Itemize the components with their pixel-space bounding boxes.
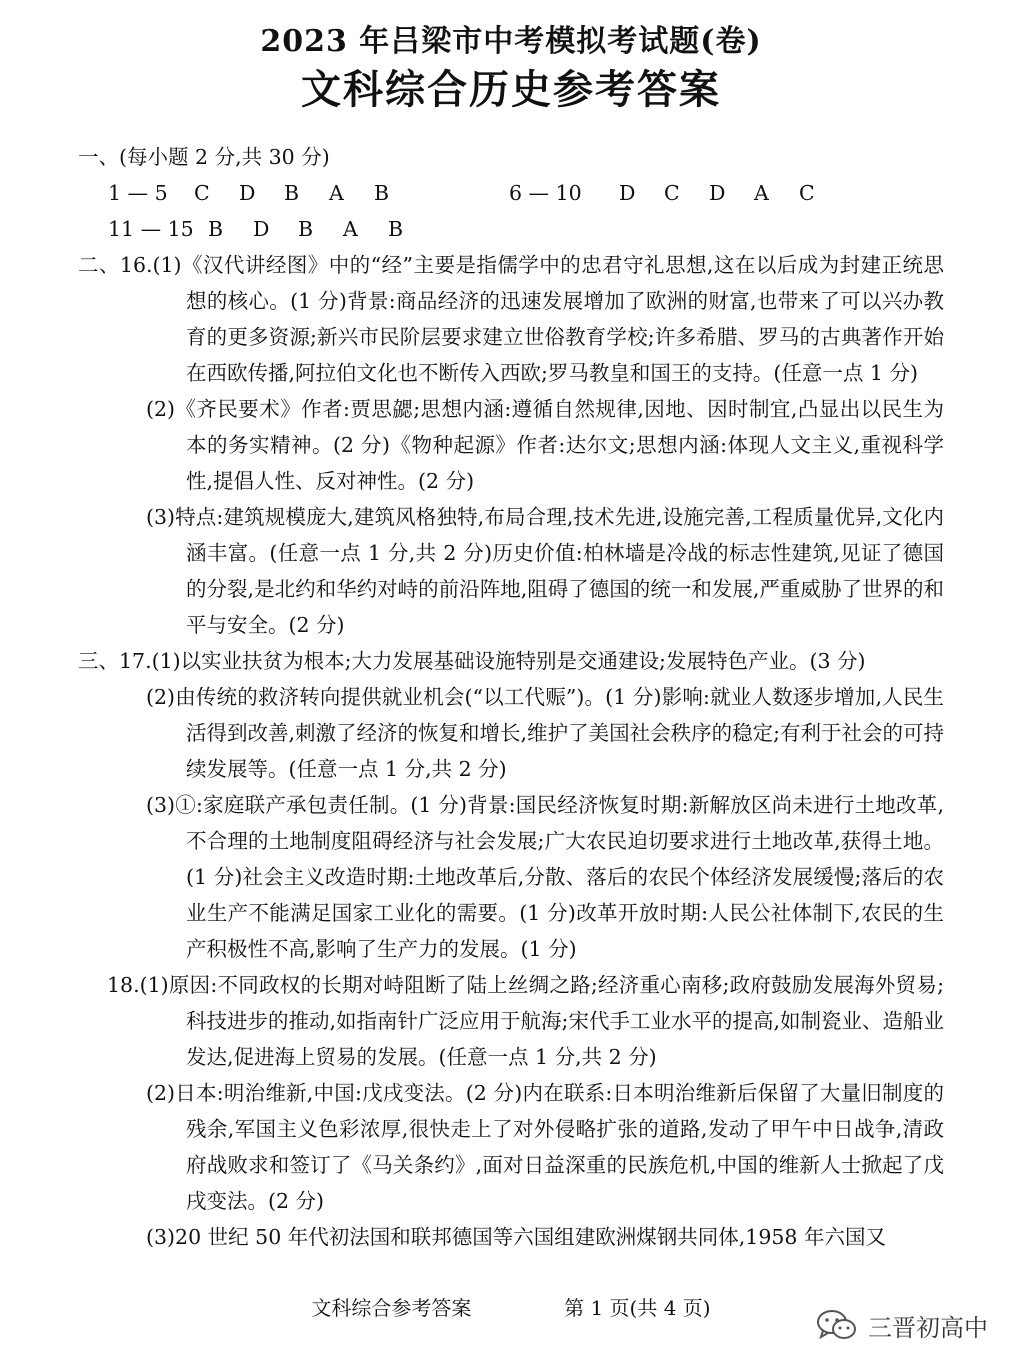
- section1-heading: 一、(每小题 2 分,共 30 分): [78, 145, 330, 169]
- document-title: 2023 年吕梁市中考模拟考试题(卷): [260, 24, 762, 59]
- answer-row-1: [78, 175, 944, 211]
- answer-letter: C: [799, 181, 815, 205]
- answer-letter: D: [253, 217, 270, 241]
- answer-letter: B: [208, 217, 224, 241]
- answer-q17-2: (2)由传统的救济转向提供就业机会(“以工代赈”)。(1 分)影响:就业人数逐步增加,人民生活得到改善,刺激了经济的恢复和增长,维护了美国社会秩序的稳定;有利于社会的可持续发展等。(任意一点 1 分,共 2 分): [146, 685, 944, 781]
- answer-q16-3: (3)特点:建筑规模庞大,建筑风格独特,布局合理,技术先进,设施完善,工程质量优异,文化内涵丰富。(任意一点 1 分,共 2 分)历史价值:柏林墙是冷战的标志性建筑,见证了德国的分裂,是北约和华约对峙的前沿阵地,阻碍了德国的统一和发展,严重威胁了世界的和平与安全。(2 分): [146, 505, 944, 637]
- footer-page-info: 第 1 页(共 4 页): [564, 1296, 711, 1320]
- answer-letter: D: [619, 181, 636, 205]
- footer-doc-name: 文科综合参考答案: [311, 1296, 472, 1320]
- answer-letter: A: [754, 181, 769, 205]
- answer-letter: A: [343, 217, 358, 241]
- answer-letter: B: [298, 217, 314, 241]
- answer-q18-1: 18.(1)原因:不同政权的长期对峙阻断了陆上丝绸之路;经济重心南移;政府鼓励发展海外贸易;科技进步的推动,如指南针广泛应用于航海;宋代手工业水平的提高,如制瓷业、造船业发达,促进海上贸易的发展。(任意一点 1 分,共 2 分): [107, 973, 944, 1069]
- answer-letter: B: [284, 181, 300, 205]
- answer-q16-1: 二、16.(1)《汉代讲经图》中的“经”主要是指儒学中的忠君守礼思想,这在以后成为封建正统思想的核心。(1 分)背景:商品经济的迅速发展增加了欧洲的财富,也带来了可以兴办教育的更多资源;新兴市民阶层要求建立世俗教育学校;许多希腊、罗马的古典著作开始在西欧传播,阿拉伯文化也不断传入西欧;罗马教皇和国王的支持。(任意一点 1 分): [78, 253, 944, 385]
- answer-q17-3: (3)①:家庭联产承包责任制。(1 分)背景:国民经济恢复时期:新解放区尚未进行土地改革,不合理的土地制度阻碍经济与社会发展;广大农民迫切要求进行土地改革,获得土地。(1 分)社会主义改造时期:土地改革后,分散、落后的农民个体经济发展缓慢;落后的农业生产不能满足国家工业化的需要。(1 分)改革开放时期:人民公社体制下,农民的生产积极性不高,影响了生产力的发展。(1 分): [146, 793, 944, 961]
- answer-letter: A: [329, 181, 344, 205]
- answer-letter: B: [374, 181, 390, 205]
- answer-range: 1 — 5: [108, 181, 168, 205]
- watermark-text: 三晋初高中: [868, 1313, 988, 1342]
- answer-range: 6 — 10: [509, 181, 582, 205]
- answer-range: 11 — 15: [108, 217, 194, 241]
- answer-row-2: [78, 211, 944, 247]
- document-subtitle: 文科综合历史参考答案: [301, 66, 721, 113]
- answer-letter: C: [664, 181, 680, 205]
- answer-content: [78, 139, 944, 1255]
- answer-letter: C: [194, 181, 210, 205]
- answer-letter: D: [709, 181, 726, 205]
- answer-q17-1: 三、17.(1)以实业扶贫为根本;大力发展基础设施特别是交通建设;发展特色产业。(3 分): [78, 649, 866, 673]
- answer-q18-2: (2)日本:明治维新,中国:戊戌变法。(2 分)内在联系:日本明治维新后保留了大量旧制度的残余,军国主义色彩浓厚,很快走上了对外侵略扩张的道路,发动了甲午中日战争,清政府战败求和签订了《马关条约》,面对日益深重的民族危机,中国的维新人士掀起了戊戌变法。(2 分): [146, 1081, 944, 1213]
- answer-q18-3: (3)20 世纪 50 年代初法国和联邦德国等六国组建欧洲煤钢共同体,1958 年六国又: [146, 1225, 886, 1249]
- wechat-icon: [816, 1308, 858, 1342]
- watermark: [816, 1305, 1006, 1345]
- answer-letter: D: [239, 181, 256, 205]
- answer-letter: B: [388, 217, 404, 241]
- answer-q16-2: (2)《齐民要术》作者:贾思勰;思想内涵:遵循自然规律,因地、因时制宜,凸显出以民生为本的务实精神。(2 分)《物种起源》作者:达尔文;思想内涵:体现人文主义,重视科学性,提倡人性、反对神性。(2 分): [146, 397, 944, 493]
